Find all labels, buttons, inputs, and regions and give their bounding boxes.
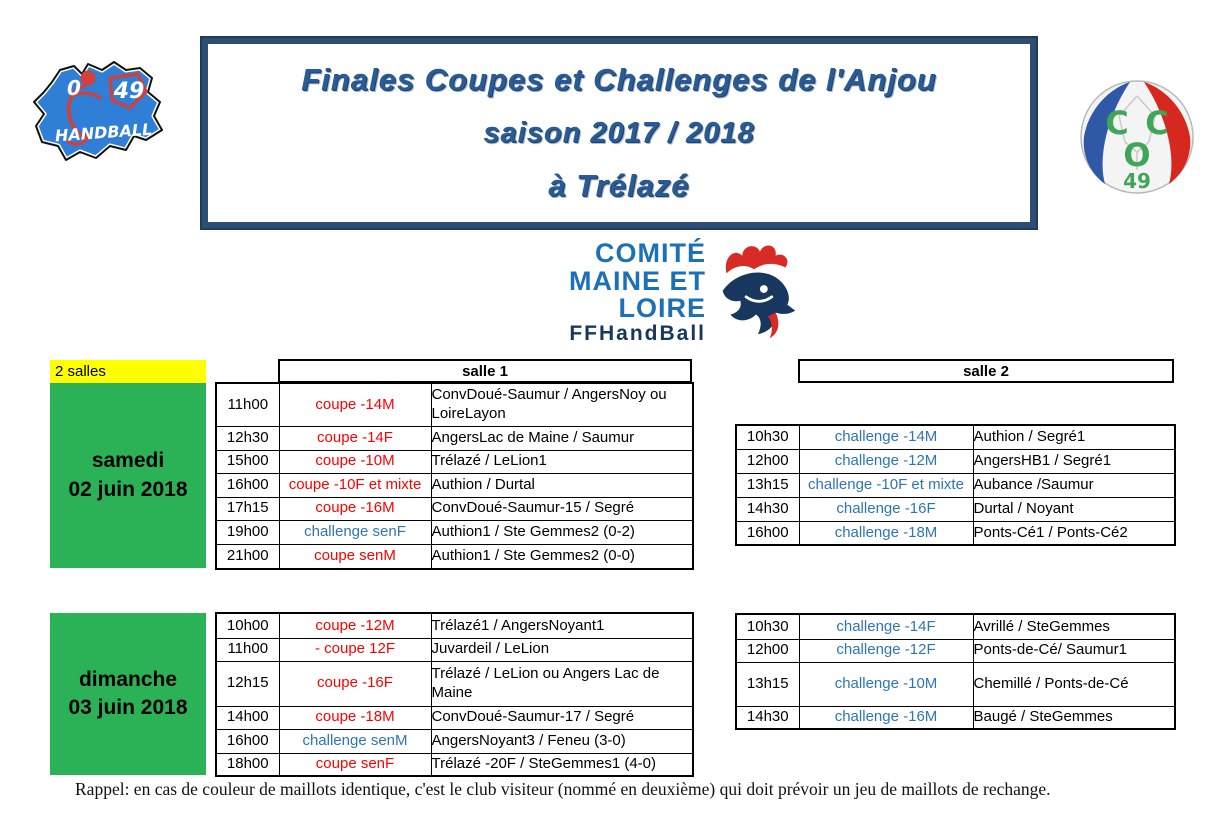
committee-logo <box>478 238 798 345</box>
match-competition: coupe senM <box>279 544 431 569</box>
match-time: 10h30 <box>736 425 799 449</box>
match-teams: Authion1 / Ste Gemmes2 (0-2) <box>431 520 693 544</box>
table-row <box>216 383 693 426</box>
logo-letter-o: O <box>1123 136 1151 174</box>
match-teams: Trélazé1 / AngersNoyant1 <box>431 613 693 638</box>
committee-line-comite: COMITÉ <box>595 238 706 268</box>
match-competition: coupe -10M <box>279 450 431 473</box>
day-date: 02 juin 2018 <box>68 477 188 501</box>
match-time: 13h15 <box>736 662 799 706</box>
match-time: 15h00 <box>216 450 279 473</box>
match-time: 11h00 <box>216 638 279 661</box>
table-row <box>736 425 1175 449</box>
day-name: samedi <box>91 449 165 473</box>
table-row <box>736 521 1175 545</box>
match-time: 12h15 <box>216 661 279 706</box>
match-teams: AngersNoyant3 / Feneu (3-0) <box>431 729 693 753</box>
match-time: 10h30 <box>736 614 799 639</box>
match-time: 19h00 <box>216 520 279 544</box>
samedi-salle1-table <box>215 382 694 570</box>
page-title: Finales Coupes et Challenges de l'Anjou <box>301 62 937 98</box>
table-row <box>216 450 693 473</box>
table-row <box>216 473 693 497</box>
cco-49-ball-logo <box>1078 78 1196 196</box>
logo-dept-number: 49 <box>113 79 145 104</box>
match-time: 14h30 <box>736 497 799 521</box>
match-time: 18h00 <box>216 753 279 776</box>
table-row <box>736 706 1175 729</box>
table-row <box>216 497 693 520</box>
rooster-icon <box>712 240 798 342</box>
match-teams: Ponts-de-Cé/ Saumur1 <box>973 639 1175 662</box>
table-row <box>736 449 1175 473</box>
match-time: 13h15 <box>736 473 799 497</box>
venues-badge: 2 salles <box>50 360 206 383</box>
ball-icon <box>81 71 96 86</box>
handball-49-map-logo <box>22 48 170 180</box>
match-competition: challenge senM <box>279 729 431 753</box>
table-row <box>736 639 1175 662</box>
match-time: 12h30 <box>216 426 279 450</box>
committee-line-maine-et-loire: MAINE ET LOIRE <box>568 265 706 324</box>
logo-zero: 0 <box>67 76 81 100</box>
match-teams: Avrillé / SteGemmes <box>973 614 1175 639</box>
match-teams: Trélazé -20F / SteGemmes1 (4-0) <box>431 753 693 776</box>
match-time: 11h00 <box>216 383 279 426</box>
table-row <box>736 662 1175 706</box>
match-time: 21h00 <box>216 544 279 569</box>
match-teams: Authion1 / Ste Gemmes2 (0-0) <box>431 544 693 569</box>
table-row <box>216 544 693 569</box>
match-competition: coupe -14F <box>279 426 431 450</box>
match-teams: Juvardeil / LeLion <box>431 638 693 661</box>
page-subtitle-season: saison 2017 / 2018 <box>483 116 755 149</box>
table-row <box>216 520 693 544</box>
match-competition: challenge -10F et mixte <box>799 473 973 497</box>
match-teams: ConvDoué-Saumur-17 / Segré <box>431 706 693 729</box>
match-competition: coupe -16F <box>279 661 431 706</box>
rooster-comb <box>726 245 788 273</box>
match-competition: challenge -12F <box>799 639 973 662</box>
logo-handball-word: HANDBALL <box>54 119 153 146</box>
match-competition: coupe -16M <box>279 497 431 520</box>
dimanche-salle2-table <box>735 613 1176 730</box>
committee-line-ffhandball: FFHandBall <box>569 321 706 345</box>
day-box-dimanche <box>50 613 206 775</box>
day-name: dimanche <box>78 667 178 691</box>
match-competition: coupe -18M <box>279 706 431 729</box>
match-competition: challenge -14F <box>799 614 973 639</box>
day-box-samedi <box>50 383 206 568</box>
salle2-header: salle 2 <box>798 359 1174 383</box>
dimanche-salle1-table <box>215 612 694 777</box>
match-teams: Authion / Durtal <box>431 473 693 497</box>
match-time: 10h00 <box>216 613 279 638</box>
match-teams: AngersLac de Maine / Saumur <box>431 426 693 450</box>
table-row <box>216 638 693 661</box>
table-row <box>216 426 693 450</box>
logo-letter-c1: C <box>1105 104 1129 142</box>
match-teams: Ponts-Cé1 / Ponts-Cé2 <box>973 521 1175 545</box>
table-row <box>736 473 1175 497</box>
samedi-salle2-table <box>735 424 1176 546</box>
match-time: 14h00 <box>216 706 279 729</box>
match-teams: Trélazé / LeLion ou Angers Lac de Maine <box>431 661 693 706</box>
day-date: 03 juin 2018 <box>68 696 188 719</box>
match-time: 17h15 <box>216 497 279 520</box>
match-teams: Baugé / SteGemmes <box>973 706 1175 729</box>
match-competition: coupe -14M <box>279 383 431 426</box>
match-teams: Durtal / Noyant <box>973 497 1175 521</box>
match-competition: challenge -18M <box>799 521 973 545</box>
match-competition: coupe -12M <box>279 613 431 638</box>
match-time: 16h00 <box>736 521 799 545</box>
match-time: 16h00 <box>216 473 279 497</box>
match-competition: challenge -12M <box>799 449 973 473</box>
table-row <box>736 497 1175 521</box>
footer-reminder-note: Rappel: en cas de couleur de maillots identique, c'est le club visiteur (nommé en deuxième) qui doit prévoir un jeu de maillots de rechange. <box>75 779 1051 799</box>
logo-number-49: 49 <box>1123 169 1151 193</box>
match-teams: Aubance /Saumur <box>973 473 1175 497</box>
table-row <box>216 753 693 776</box>
match-competition: - coupe 12F <box>279 638 431 661</box>
title-box <box>200 36 1038 230</box>
match-competition: challenge -16F <box>799 497 973 521</box>
match-competition: coupe -10F et mixte <box>279 473 431 497</box>
title-inner <box>202 38 1036 228</box>
page-subtitle-location: à Trélazé <box>548 167 690 203</box>
match-competition: challenge -14M <box>799 425 973 449</box>
logo-letter-c2: C <box>1145 104 1169 142</box>
match-competition: coupe senF <box>279 753 431 776</box>
table-row <box>216 661 693 706</box>
match-teams: ConvDoué-Saumur-15 / Segré <box>431 497 693 520</box>
committee-wordmark <box>478 238 712 345</box>
rooster-eye <box>760 285 768 293</box>
match-time: 12h00 <box>736 639 799 662</box>
match-competition: challenge -10M <box>799 662 973 706</box>
match-competition: challenge senF <box>279 520 431 544</box>
match-competition: challenge -16M <box>799 706 973 729</box>
match-teams: AngersHB1 / Segré1 <box>973 449 1175 473</box>
match-teams: ConvDoué-Saumur / AngersNoy ou LoireLayon <box>431 383 693 426</box>
match-time: 12h00 <box>736 449 799 473</box>
table-row <box>216 706 693 729</box>
match-time: 14h30 <box>736 706 799 729</box>
table-row <box>216 729 693 753</box>
match-time: 16h00 <box>216 729 279 753</box>
match-teams: Chemillé / Ponts-de-Cé <box>973 662 1175 706</box>
table-row <box>216 613 693 638</box>
table-row <box>736 614 1175 639</box>
match-teams: Trélazé / LeLion1 <box>431 450 693 473</box>
rooster-head <box>723 273 796 335</box>
match-teams: Authion / Segré1 <box>973 425 1175 449</box>
salle1-header: salle 1 <box>278 359 692 383</box>
